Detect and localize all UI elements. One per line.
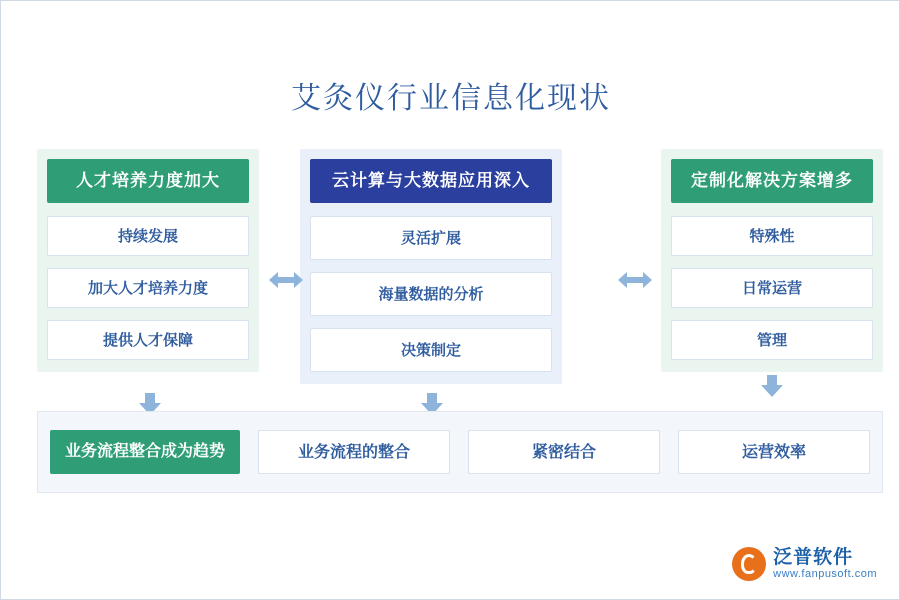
bottom-item-3[interactable]: 运营效率 bbox=[678, 430, 870, 474]
column-talent-item-3[interactable]: 提供人才保障 bbox=[47, 320, 249, 360]
column-custom bbox=[661, 149, 883, 372]
column-talent bbox=[37, 149, 259, 372]
down-arrow-icon-3 bbox=[761, 375, 783, 397]
bottom-band bbox=[37, 411, 883, 493]
bottom-item-2[interactable]: 紧密结合 bbox=[468, 430, 660, 474]
column-custom-item-2[interactable]: 日常运营 bbox=[671, 268, 873, 308]
column-cloud-item-2[interactable]: 海量数据的分析 bbox=[310, 272, 552, 316]
left-right-arrow-icon bbox=[269, 269, 303, 291]
page-title: 艾灸仪行业信息化现状 bbox=[291, 82, 611, 115]
column-cloud-header: 云计算与大数据应用深入 bbox=[310, 159, 552, 203]
column-custom-header: 定制化解决方案增多 bbox=[671, 159, 873, 203]
logo-icon bbox=[732, 547, 766, 581]
column-cloud-item-1[interactable]: 灵活扩展 bbox=[310, 216, 552, 260]
column-cloud bbox=[300, 149, 562, 384]
column-custom-item-3[interactable]: 管理 bbox=[671, 320, 873, 360]
column-talent-item-1[interactable]: 持续发展 bbox=[47, 216, 249, 256]
column-custom-item-1[interactable]: 特殊性 bbox=[671, 216, 873, 256]
brand-logo bbox=[732, 547, 877, 581]
column-talent-item-2[interactable]: 加大人才培养力度 bbox=[47, 268, 249, 308]
logo-text bbox=[773, 547, 877, 581]
logo-url: www.fanpusoft.com bbox=[773, 568, 877, 581]
left-right-arrow-icon-2 bbox=[618, 269, 652, 291]
bottom-item-1[interactable]: 业务流程的整合 bbox=[258, 430, 450, 474]
column-talent-header: 人才培养力度加大 bbox=[47, 159, 249, 203]
column-cloud-item-3[interactable]: 决策制定 bbox=[310, 328, 552, 372]
bottom-highlight[interactable]: 业务流程整合成为趋势 bbox=[50, 430, 240, 474]
logo-name: 泛普软件 bbox=[773, 546, 854, 568]
